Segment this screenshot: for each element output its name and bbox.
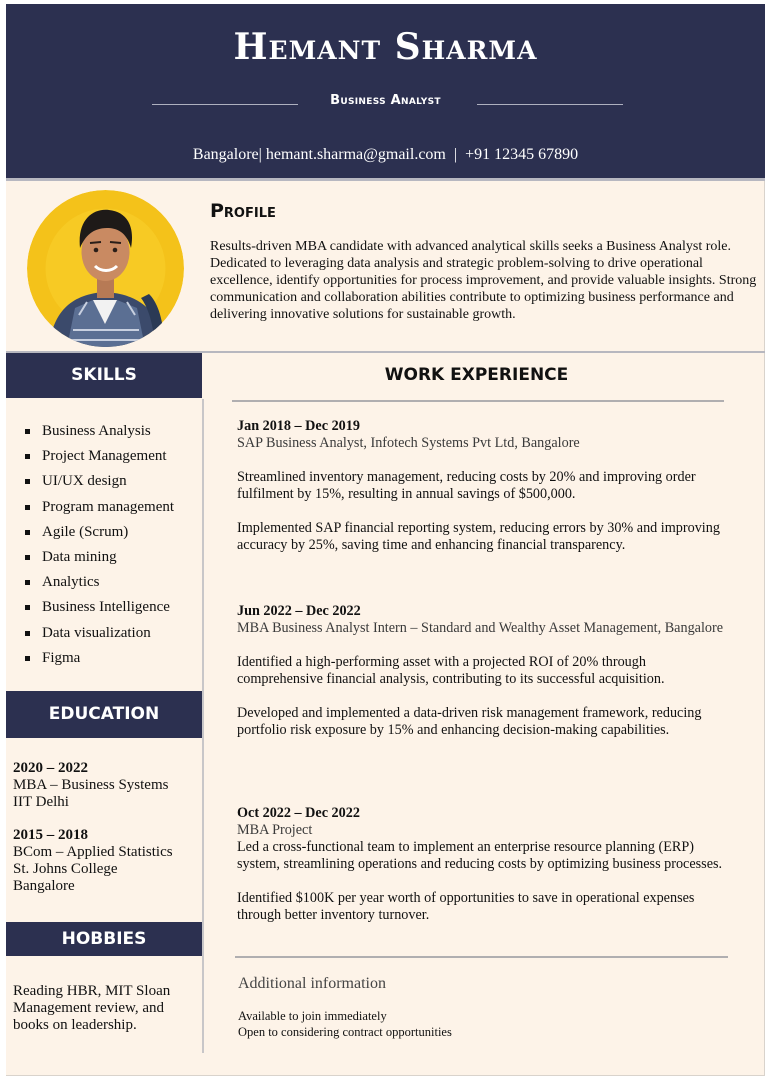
job-achievement: Led a cross-functional team to implement an enterprise resource planning (ERP) system, streamlining operations and reducing costs by optimizing business processes. xyxy=(237,839,723,872)
job-entry xyxy=(237,603,727,739)
additional-info-heading: Additional information xyxy=(238,975,386,992)
job-dates: Jun 2022 – Dec 2022 xyxy=(237,603,361,619)
education-years: 2015 – 2018 xyxy=(13,827,88,843)
contact-phone[interactable]: +91 12345 67890 xyxy=(465,146,579,163)
skill-item: Data visualization xyxy=(24,621,174,646)
skill-item: Figma xyxy=(24,646,174,671)
contact-email[interactable]: hemant.sharma@gmail.com xyxy=(265,146,446,163)
additional-info-item: Open to considering contract opportunities xyxy=(238,1025,452,1039)
contact-separator: | xyxy=(258,146,266,163)
job-entry xyxy=(237,805,727,924)
profile-summary: Results-driven MBA candidate with advanced analytical skills seeks a Business Analyst role. Dedicated to leveraging data analysis and strategic problem-solving to drive operational excellence, identify opportunities for process improvement, and provide valuable insights. Strong communication and collaboration abilities contribute to optimizing business performance and delivering innovative solutions for sustainable growth. xyxy=(210,239,757,322)
additional-info-item: Available to join immediately xyxy=(238,1009,387,1023)
candidate-role: Business Analyst xyxy=(330,93,441,108)
skill-item: Data mining xyxy=(24,545,174,570)
job-dates: Oct 2022 – Dec 2022 xyxy=(237,805,360,821)
additional-info-list xyxy=(238,1008,452,1040)
job-achievement: Identified $100K per year worth of opportunities to save in operational expenses through better inventory turnover. xyxy=(237,890,695,923)
job-title: MBA Project xyxy=(237,822,313,838)
contact-line xyxy=(6,146,765,164)
divider-right xyxy=(477,104,623,105)
education-years: 2020 – 2022 xyxy=(13,760,88,776)
header-banner xyxy=(6,4,765,181)
education-school: IIT Delhi xyxy=(13,794,69,810)
skill-item: Business Intelligence xyxy=(24,595,174,620)
education-degree: BCom – Applied Statistics xyxy=(13,844,173,860)
skills-list xyxy=(24,419,174,671)
contact-separator: | xyxy=(445,146,466,163)
skill-item: Program management xyxy=(24,495,174,520)
job-dates: Jan 2018 – Dec 2019 xyxy=(237,418,360,434)
skill-item: Analytics xyxy=(24,570,174,595)
education-heading: EDUCATION xyxy=(6,691,202,738)
education-school: St. Johns College xyxy=(13,861,118,877)
job-title: MBA Business Analyst Intern – Standard and Wealthy Asset Management, Bangalore xyxy=(237,620,724,636)
column-divider xyxy=(202,399,204,1053)
resume-page xyxy=(6,4,765,1076)
skill-item: Agile (Scrum) xyxy=(24,520,174,545)
job-achievement: Implemented SAP financial reporting system, reducing errors by 30% and improving accuracy by 25%, saving time and enhancing financial transparency. xyxy=(237,520,720,553)
work-experience-heading: WORK EXPERIENCE xyxy=(384,365,569,385)
skill-item: Project Management xyxy=(24,444,174,469)
education-entry xyxy=(13,760,168,811)
job-achievement: Streamlined inventory management, reducing costs by 20% and improving order fulfilment by 15%, resulting in annual savings of $500,000. xyxy=(237,469,696,502)
job-title: SAP Business Analyst, Infotech Systems Pvt Ltd, Bangalore xyxy=(237,435,580,451)
skills-heading: SKILLS xyxy=(6,353,202,398)
job-achievement: Identified a high-performing asset with a projected ROI of 20% through comprehensive financial analysis, contributing to its successful acquisition. xyxy=(237,654,665,687)
skill-item: Business Analysis xyxy=(24,419,174,444)
education-city: Bangalore xyxy=(13,878,75,894)
candidate-name: Hemant Sharma xyxy=(233,26,538,68)
contact-location: Bangalore xyxy=(192,146,259,163)
education-degree: MBA – Business Systems xyxy=(13,777,169,793)
job-achievement: Developed and implemented a data-driven risk management framework, reducing portfolio risk exposure by 15% and enhancing decision-making capabilities. xyxy=(237,705,702,738)
hobbies-text: Reading HBR, MIT Sloan Management review, and books on leadership. xyxy=(13,983,171,1033)
hobbies-heading: HOBBIES xyxy=(6,922,202,956)
work-divider xyxy=(232,400,724,402)
person-photo-icon xyxy=(27,190,184,347)
job-entry xyxy=(237,418,727,554)
education-entry xyxy=(13,827,173,895)
profile-heading: Profile xyxy=(210,200,276,222)
additional-divider xyxy=(235,956,728,958)
skill-item: UI/UX design xyxy=(24,469,174,494)
profile-photo xyxy=(27,190,184,347)
